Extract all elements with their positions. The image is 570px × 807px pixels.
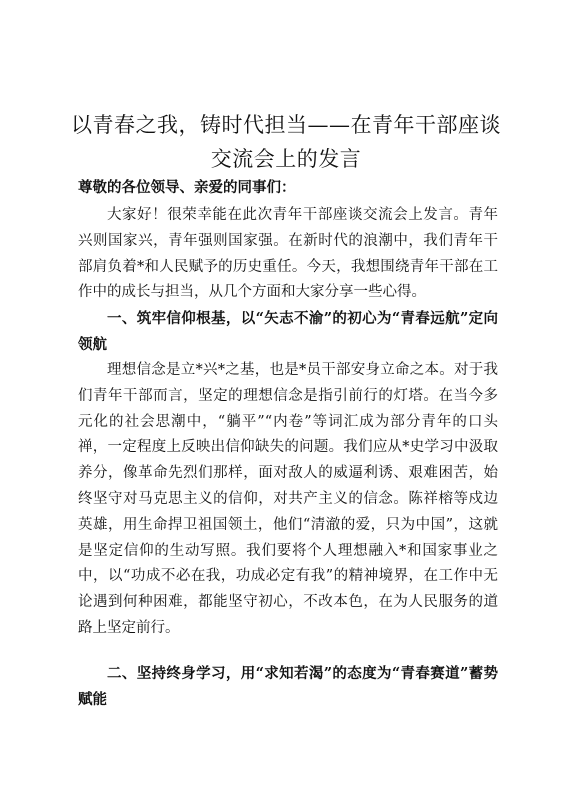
- document-title-line-1: 以青春之我，铸时代担当——在青年干部座谈: [71, 113, 501, 137]
- document-title-line-2: 交流会上的发言: [210, 147, 362, 171]
- section-heading-2: 二、坚持终身学习，用“求知若渴”的态度为“青春赛道”蓄势赋能: [78, 665, 498, 708]
- greeting: 尊敬的各位领导、亲爱的同事们：: [78, 179, 296, 196]
- section-1-body: 理想信念是立*兴*之基，也是*员干部安身立命之本。对于我们青年干部而言，坚定的理想信念是指引前行的灯塔。在当今多元化的社会思潮中，“躺平”“内卷”等词汇成为部分青年的口头禅，一定程度上反映出信仰缺失的问题。我们应从*史学习中汲取养分，像革命先烈们那样，面对敌人的威逼利诱、艰难困苦，始终坚守对马克思主义的信仰，对共产主义的信念。陈祥榕等戍边英雄，用生命捍卫祖国领土，他们“清澈的爱，只为中国”，这就是坚定信仰的生动写照。我们要将个人理想融入*和国家事业之中，以“功成不必在我，功成必定有我”的精神境界，在工作中无论遇到何种困难，都能坚守初心，不改本色，在为人民服务的道路上坚定前行。: [78, 362, 498, 636]
- section-heading-1: 一、筑牢信仰根基，以“矢志不渝”的初心为“青春远航”定向领航: [78, 310, 498, 353]
- intro-paragraph: 大家好！很荣幸能在此次青年干部座谈交流会上发言。青年兴则国家兴，青年强则国家强。在新时代的浪潮中，我们青年干部肩负着*和人民赋予的历史重任。今天，我想围绕青年干部在工作中的成长与担当，从几个方面和大家分享一些心得。: [78, 207, 498, 301]
